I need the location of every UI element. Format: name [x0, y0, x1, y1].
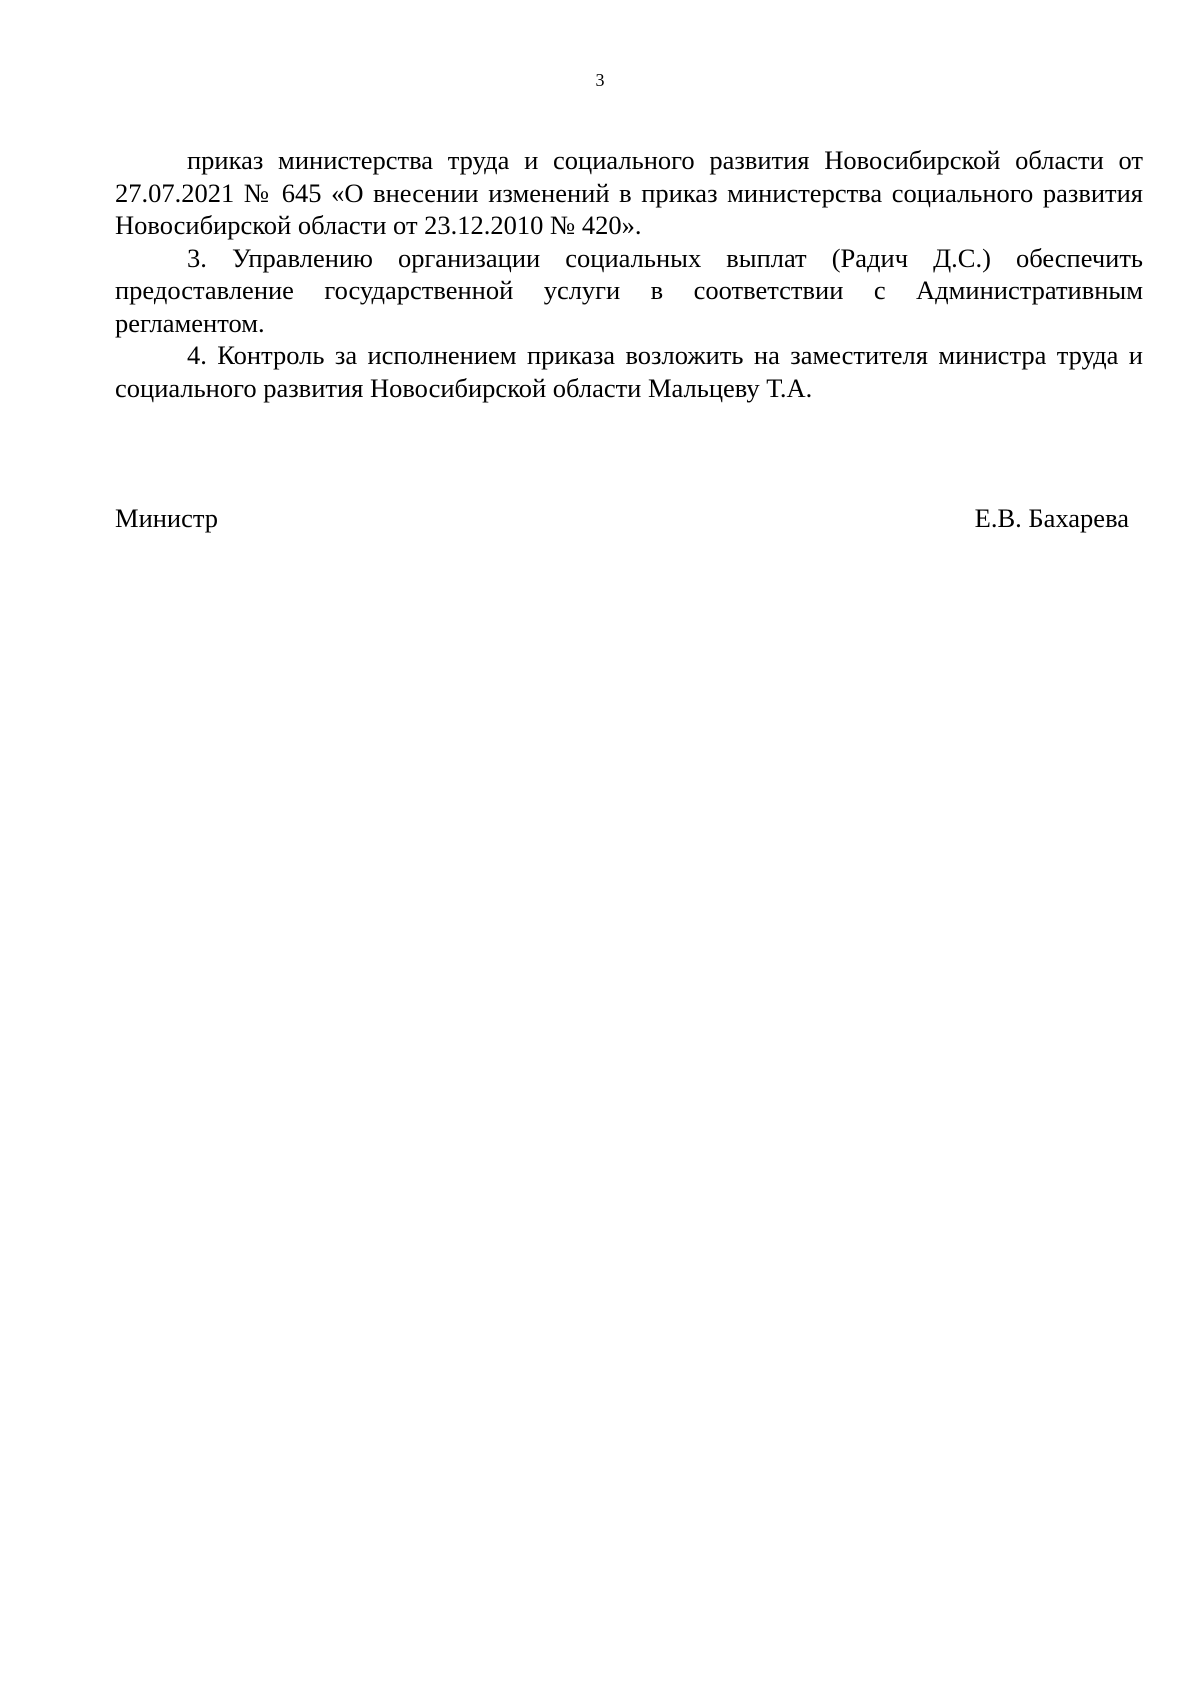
- signatory-name: Е.В. Бахарева: [974, 503, 1129, 533]
- paragraph-item-3: 3. Управлению организации социальных выплат (Радич Д.С.) обеспечить предоставление государственной услуги в соответствии с Административным регламентом.: [115, 242, 1143, 338]
- page-number: 3: [595, 70, 605, 90]
- paragraph-item-4: 4. Контроль за исполнением приказа возложить на заместителя министра труда и социального развития Новосибирской области Мальцеву Т.А.: [115, 340, 1143, 403]
- signatory-position: Министр: [115, 503, 219, 533]
- document-body: [115, 144, 1143, 404]
- paragraph-order-reference: приказ министерства труда и социального развития Новосибирской области от 27.07.2021 № 645 «О внесении изменений в приказ министерства социального развития Новосибирской области от 23.12.2010 № 420».: [115, 145, 1143, 240]
- signature-block: [115, 502, 1129, 534]
